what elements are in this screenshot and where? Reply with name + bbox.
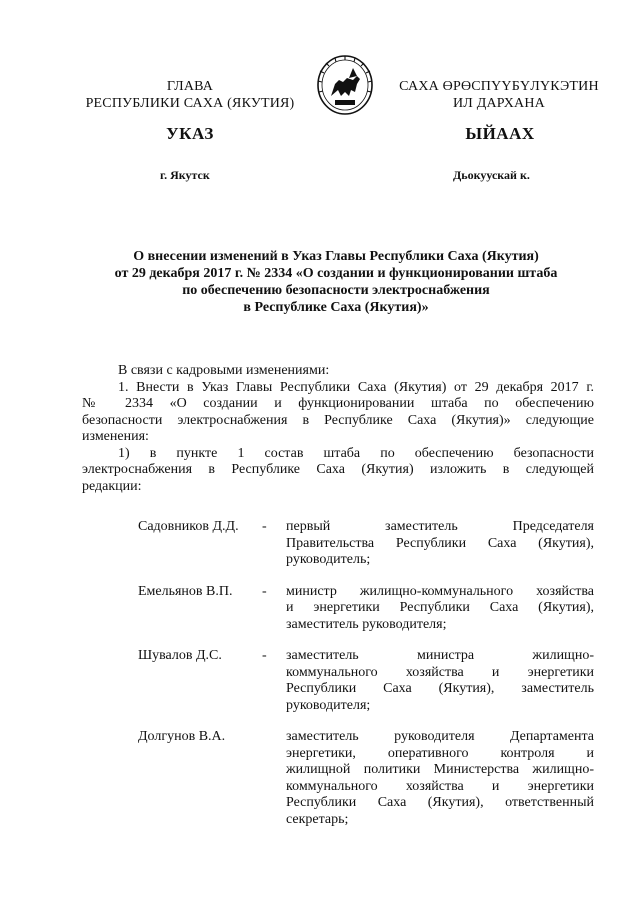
member-role [286, 584, 594, 634]
header-right-line1: САХА ӨРӨСПҮҮБҮЛҮКЭТИН [399, 79, 599, 94]
title-line: О внесении изменений в Указ Главы Республики Саха (Якутия) [133, 249, 539, 264]
subitem-1-paragraph [82, 446, 594, 496]
roster-member [82, 584, 594, 634]
role-line: и энергетики Республики Саха (Якутия), [286, 600, 594, 615]
header-left-line1: ГЛАВА [166, 79, 214, 94]
paragraph-line: электроснабжения в Республике Саха (Якутия) изложить в следующей [82, 462, 594, 477]
role-line: первый заместитель Председателя [286, 519, 594, 534]
role-line: Правительства Республики Саха (Якутия), [286, 535, 594, 551]
roster-member [82, 648, 594, 714]
paragraph-line: № 2334 «О создании и функционировании штаба по обеспечению [82, 396, 594, 411]
role-line: коммунального хозяйства и энергетики [286, 778, 594, 794]
member-role [286, 648, 594, 714]
role-line: Республики Саха (Якутия), ответственный [286, 795, 594, 810]
document-body [82, 363, 594, 495]
header-right-line2: ИЛ ДАРХАНА [452, 96, 545, 111]
header-left [80, 78, 300, 112]
member-name: Шувалов Д.С. [138, 648, 222, 663]
role-line: энергетики, оперативного контроля и [286, 745, 594, 761]
role-line: Республики Саха (Якутия), заместитель [286, 681, 594, 696]
role-line: коммунального хозяйства и энергетики [286, 664, 594, 680]
role-line: заместитель руководителя Департамента [286, 729, 594, 744]
role-line: жилищной политики Министерства жилищно- [286, 762, 594, 777]
staff-roster [82, 519, 594, 843]
member-dash: - [262, 583, 267, 599]
header-left-line2: РЕСПУБЛИКИ САХА (ЯКУТИЯ) [85, 96, 295, 111]
paragraph-line: 1) в пункте 1 состав штаба по обеспечению безопасности [118, 445, 594, 461]
title-line: от 29 декабря 2017 г. № 2334 «О создании и функционировании штаба [114, 266, 558, 281]
role-line: заместитель руководителя; [286, 616, 447, 632]
member-dash: - [262, 648, 267, 663]
city-label-sakha: Дьокуускай к. [453, 168, 530, 182]
document-title [80, 248, 592, 316]
decree-label-ru: УКАЗ [166, 124, 214, 143]
paragraph-line: безопасности электроснабжения в Республике Саха (Якутия)» следующие [82, 412, 594, 428]
member-name: Долгунов В.А. [138, 729, 226, 744]
role-line: руководитель; [286, 552, 371, 567]
header-right [388, 78, 610, 112]
role-line: заместитель министра жилищно- [286, 648, 594, 663]
title-line: по обеспечению безопасности электроснабжения [182, 283, 490, 298]
member-dash [262, 729, 286, 828]
role-line: руководителя; [286, 697, 371, 713]
paragraph-line: редакции: [82, 478, 142, 494]
member-role [286, 729, 594, 828]
item-1-paragraph [82, 380, 594, 446]
coat-of-arms-emblem [305, 54, 385, 116]
member-dash: - [262, 519, 267, 534]
decree-label-sakha: ЫЙААХ [465, 124, 535, 143]
intro-paragraph: В связи с кадровыми изменениями: [118, 363, 330, 378]
member-role [286, 519, 594, 569]
member-name: Садовников Д.Д. [138, 519, 239, 534]
paragraph-line: изменения: [82, 429, 149, 444]
paragraph-line: 1. Внести в Указ Главы Республики Саха (Якутия) от 29 декабря 2017 г. [118, 379, 594, 395]
role-line: министр жилищно-коммунального хозяйства [286, 583, 594, 599]
roster-member [82, 519, 594, 569]
roster-member [82, 729, 594, 828]
member-name: Емельянов В.П. [138, 583, 233, 599]
role-line: секретарь; [286, 811, 349, 827]
title-line: в Республике Саха (Якутия)» [243, 300, 429, 315]
city-label-ru: г. Якутск [160, 168, 210, 182]
